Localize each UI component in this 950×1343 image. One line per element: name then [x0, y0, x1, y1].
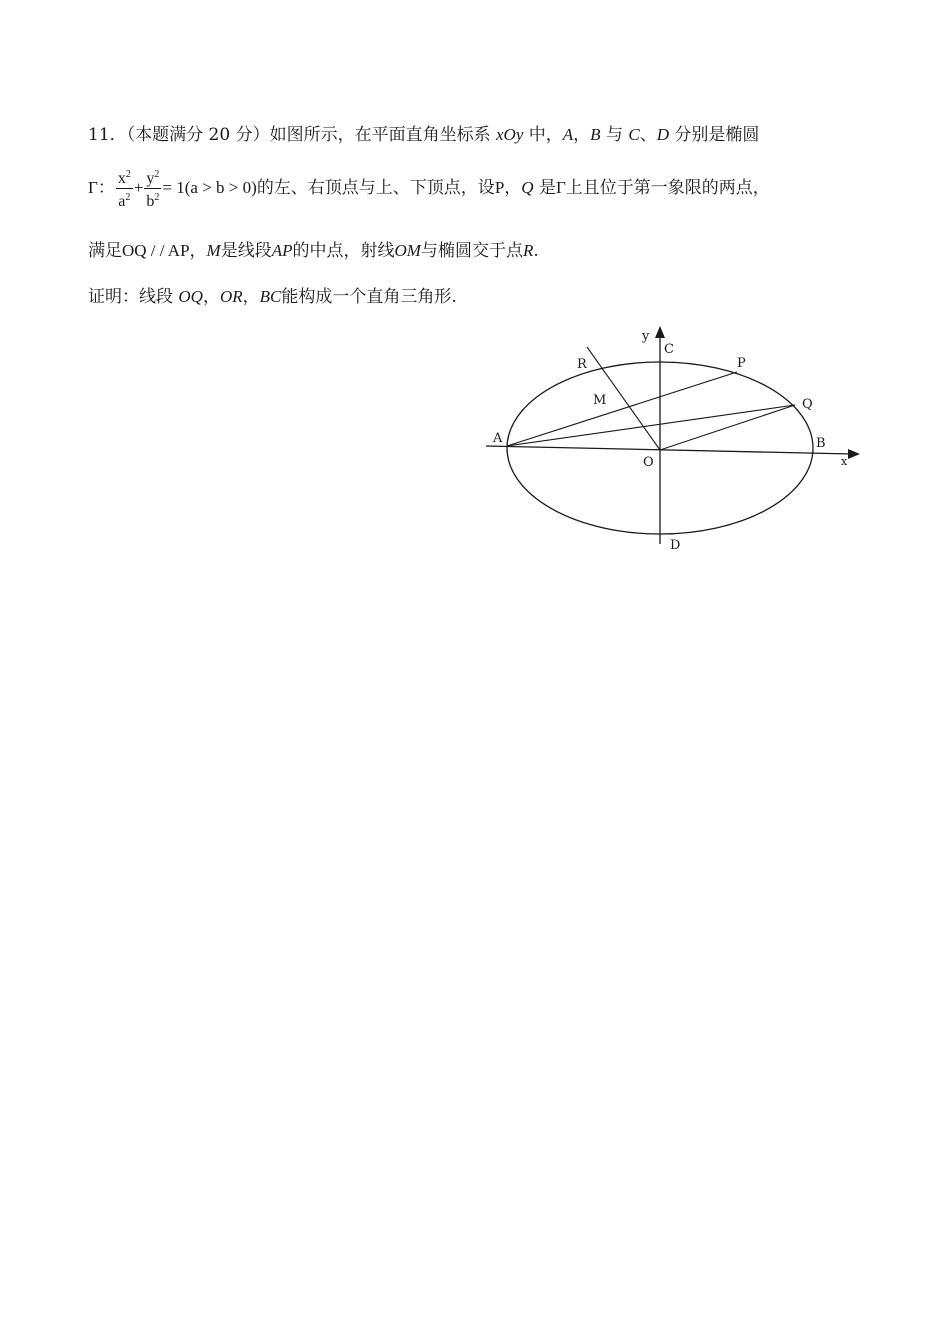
label-A: A — [493, 431, 503, 446]
fraction-y-over-b — [144, 166, 161, 211]
segment-AP: AP — [271, 241, 293, 260]
problem-line-3 — [88, 240, 539, 262]
label-R: R — [577, 357, 587, 372]
segment-OR: OR — [219, 287, 243, 306]
point-P: P — [494, 178, 505, 197]
frac1-den: a — [118, 193, 126, 210]
ray-OM: OM — [394, 241, 421, 260]
line3-comma: ， — [189, 241, 207, 261]
sep-1: ， — [202, 287, 220, 307]
line2-text-3: 上且位于第一象限的两点， — [565, 178, 770, 198]
point-A: A — [562, 125, 574, 144]
line2-text: 的左、右顶点与上、下顶点，设 — [256, 178, 495, 198]
problem-line-2 — [88, 166, 770, 211]
line2-text-2: 是 — [538, 178, 556, 198]
frac1-den-exp: 2 — [125, 192, 131, 203]
proof-prefix: 证明：线段 — [88, 287, 173, 307]
label-B: B — [816, 436, 826, 451]
frac1-num: x — [117, 170, 126, 187]
plus-sign: + — [133, 178, 144, 197]
label-y: y — [642, 329, 650, 344]
comma: ， — [504, 178, 522, 198]
parallel-condition: OQ / / AP — [122, 241, 190, 260]
gamma-label: Γ： — [88, 178, 115, 197]
label-D: D — [670, 538, 681, 553]
line3-prefix: 满足 — [88, 241, 122, 261]
conj-yu: 与 — [605, 125, 623, 145]
problem-number: 11． — [88, 125, 127, 145]
segment-BC: BC — [259, 287, 282, 306]
label-O: O — [643, 455, 654, 470]
point-Q: Q — [521, 178, 534, 197]
proof-suffix: 能构成一个直角三角形. — [281, 287, 457, 307]
sep-2: ， — [242, 287, 260, 307]
ellipse-figure — [480, 320, 870, 560]
segment-OQ: OQ — [178, 287, 203, 306]
segment-AP-line — [507, 372, 737, 446]
label-P: P — [737, 356, 746, 371]
frac1-num-exp: 2 — [125, 169, 131, 180]
point-C: C — [628, 125, 640, 144]
label-x: x — [841, 455, 848, 468]
equation-rhs: = 1(a > b > 0) — [162, 178, 257, 197]
line3-text-3: 与椭圆交于点 — [420, 241, 523, 261]
problem-line-1: 11．（本题满分 20 分）如图所示，在平面直角坐标系 xOy 中，A，B 与 C、D 分别是椭圆 — [88, 125, 760, 145]
frac2-den: b — [146, 193, 155, 210]
point-M: M — [206, 241, 221, 260]
y-axis-arrow-icon — [655, 326, 665, 338]
label-M: M — [593, 393, 607, 408]
frac2-num-exp: 2 — [154, 169, 160, 180]
fraction-x-over-a — [116, 166, 133, 211]
label-C: C — [664, 342, 674, 357]
point-D: D — [656, 125, 669, 144]
point-R: R — [522, 241, 534, 260]
intro-text-3: 分别是椭圆 — [674, 125, 760, 145]
period: . — [533, 241, 539, 261]
problem-intro: （本题满分 20 分）如图所示，在平面直角坐标系 — [126, 125, 491, 145]
proof-statement — [88, 286, 457, 308]
segment-OQ-line — [660, 405, 795, 450]
gamma-symbol: Γ — [555, 178, 566, 197]
coord-system: xOy — [496, 125, 524, 144]
x-axis-arrow-icon — [848, 449, 860, 459]
segment-AQ-line — [507, 405, 795, 446]
point-B: B — [590, 125, 601, 144]
line3-text-2: 的中点，射线 — [292, 241, 395, 261]
frac2-den-exp: 2 — [154, 192, 160, 203]
frac2-num: y — [146, 170, 155, 187]
label-Q: Q — [802, 397, 813, 412]
line3-text: 是线段 — [220, 241, 272, 261]
intro-text-2: 中， — [528, 125, 563, 145]
